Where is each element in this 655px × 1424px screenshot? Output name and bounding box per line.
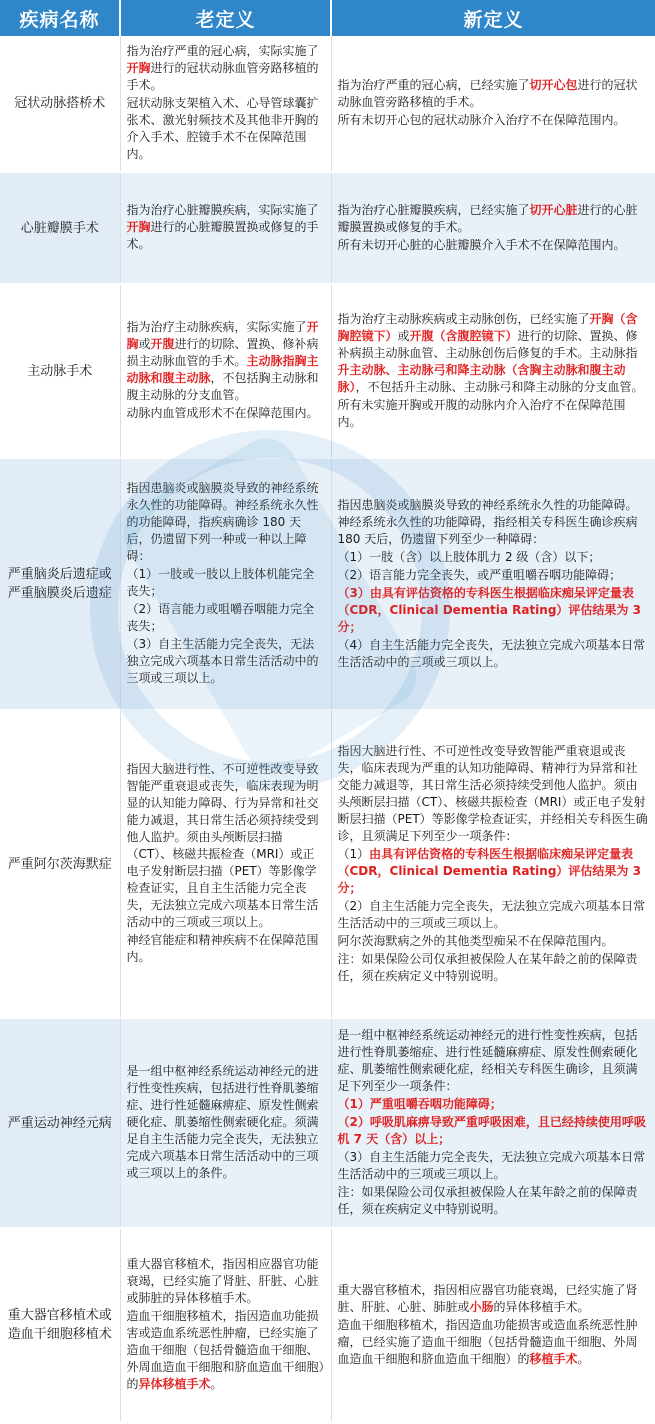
definition-paragraph xyxy=(338,1149,650,1183)
new-definition-cell xyxy=(331,172,655,284)
definition-text: 。 xyxy=(577,1351,590,1366)
definition-paragraph xyxy=(127,480,325,565)
highlighted-text: 切开心包 xyxy=(529,78,578,92)
definition-text: 重大器官移植术，指因相应器官功能衰竭，已经实施了肾脏、肝脏、心脏或肺脏的异体移植手术。 xyxy=(126,1257,319,1305)
definition-text: 造血干细胞移植术，指因造血功能损害或造血系统恶性肿瘤，已经实施了造血干细胞（包括骨髓造血干细胞、外周血造血干细胞和脐血造血干细胞）的 xyxy=(337,1317,638,1366)
definition-paragraph xyxy=(127,405,325,422)
definition-paragraph xyxy=(338,1114,650,1148)
definition-text: 是一组中枢神经系统运动神经元的进行性变性疾病，包括进行性脊肌萎缩症、进行性延髓麻痹症、原发性侧索硬化症、肌萎缩性侧索硬化症。须满足自主生活能力完全丧失，无法独立完成六项基本日常生活活动中的三项或三项以上的条件。 xyxy=(126,1064,319,1180)
header-new-definition: 新定义 xyxy=(331,0,655,36)
definition-paragraph xyxy=(127,601,325,635)
highlighted-text: 移植手术 xyxy=(529,1351,578,1366)
definition-paragraph xyxy=(338,933,650,950)
table-row xyxy=(0,36,655,172)
definition-paragraph xyxy=(127,1256,325,1307)
definition-text: 神经官能症和精神疾病不在保障范围内。 xyxy=(126,933,319,964)
definition-text: 进行的冠状动脉血管旁路移植的手术。 xyxy=(337,78,638,109)
definition-text: 重大器官移植术，指因相应器官功能衰竭，已经实施了肾脏、肝脏、心脏、肺脏或 xyxy=(337,1282,638,1314)
definition-text: 指因大脑进行性、不可逆性改变导致智能严重衰退或丧失，临床表现为严重的认知功能障碍、精神行为异常和社交能力减退等，其日常生活必须持续受到他人监护。须由头颅断层扫描（CT）、核磁共振检查（MRI）或正电子发射断层扫描（PET）等影像学检查证实，并经相关专科医生确诊，且须满足下列至少一项条件： xyxy=(337,743,648,843)
definition-paragraph xyxy=(127,202,325,253)
definition-paragraph xyxy=(338,1282,650,1316)
definition-text: 进行的冠状动脉血管旁路移植的手术。 xyxy=(126,61,319,92)
definition-paragraph xyxy=(338,77,650,111)
definition-paragraph xyxy=(127,761,325,931)
highlighted-text: 主动脉指胸主动脉和腹主动脉 xyxy=(126,354,319,385)
new-definition-cell xyxy=(331,1018,655,1228)
definition-text: （4）自主生活能力完全丧失，无法独立完成六项基本日常生活活动中的三项或三项以上。 xyxy=(337,637,646,669)
highlighted-text: 切开心脏 xyxy=(529,202,578,217)
table-row xyxy=(0,1228,655,1422)
definition-paragraph xyxy=(338,397,650,431)
highlighted-text: 由具有评估资格的专科医生根据临床痴呆评定量表（CDR，Clinical Dementia Rating）评估结果为 3 分； xyxy=(337,846,641,895)
highlighted-text: 开胸 xyxy=(126,320,319,351)
highlighted-text: 开腹（含腹腔镜下） xyxy=(409,328,518,343)
table-header-row xyxy=(0,0,655,36)
definition-text: 进行的心脏瓣膜置换或修复的手术。 xyxy=(126,220,319,251)
disease-name-cell: 重大器官移植术或造血干细胞移植术 xyxy=(0,1228,120,1422)
table-row xyxy=(0,458,655,710)
definition-paragraph xyxy=(338,637,650,671)
definition-text: 注：如果保险公司仅承担被保险人在某年龄之前的保障责任，须在疾病定义中特别说明。 xyxy=(337,951,638,983)
definition-text: 进行的切除、置换、修补病损主动脉血管、主动脉创伤后修复的手术。主动脉指 xyxy=(337,328,638,360)
old-definition-cell xyxy=(120,1228,331,1422)
disease-name-cell: 严重阿尔茨海默症 xyxy=(0,710,120,1018)
definition-paragraph xyxy=(338,1027,650,1095)
disease-name-cell: 心脏瓣膜手术 xyxy=(0,172,120,284)
highlighted-text: （1）严重咀嚼吞咽功能障碍； xyxy=(337,1097,502,1111)
definition-paragraph xyxy=(338,497,650,548)
definition-text: （1）一肢（含）以上肢体肌力 2 级（含）以下； xyxy=(337,549,601,564)
definition-text: 注：如果保险公司仅承担被保险人在某年龄之前的保障责任，须在疾病定义中特别说明。 xyxy=(337,1185,638,1216)
highlighted-text: 开胸（含胸腔镜下） xyxy=(337,311,638,343)
definition-text: （2）语言能力或咀嚼吞咽能力完全丧失； xyxy=(126,602,315,633)
definition-text: 指为治疗心脏瓣膜疾病，已经实施了 xyxy=(337,202,530,217)
definition-text: 指为治疗主动脉疾病，实际实施了 xyxy=(126,320,307,334)
definition-text: （1） xyxy=(337,846,370,861)
old-definition-cell xyxy=(120,172,331,284)
definition-text: 指为治疗主动脉疾病或主动脉创伤，已经实施了 xyxy=(337,311,590,326)
definition-text: 指因患脑炎或脑膜炎导致的神经系统永久性的功能障碍。神经系统永久性的功能障碍，指疾病确诊 180 天后，仍遗留下列一种或一种以上障碍： xyxy=(126,481,319,563)
definition-text: （2）语言能力完全丧失，或严重咀嚼吞咽功能障碍； xyxy=(337,567,622,582)
new-definition-cell xyxy=(331,458,655,710)
definition-paragraph xyxy=(338,567,650,584)
definition-text: 是一组中枢神经系统运动神经元的进行性变性疾病，包括进行性脊肌萎缩症、进行性延髓麻痹症、原发性侧索硬化症、肌萎缩性侧索硬化症，经相关专科医生确诊，且须满足下列至少一项条件： xyxy=(337,1028,638,1093)
definition-paragraph xyxy=(338,1096,650,1113)
disease-name-cell: 主动脉手术 xyxy=(0,284,120,458)
table-row xyxy=(0,1018,655,1228)
highlighted-text: 升主动脉、主动脉弓和降主动脉（含胸主动脉和腹主动脉） xyxy=(337,362,626,394)
disease-name-cell: 严重运动神经元病 xyxy=(0,1018,120,1228)
definition-text: 指因患脑炎或脑膜炎导致的神经系统永久性的功能障碍。神经系统永久性的功能障碍，指经相关专科医生确诊疾病 180 天后，仍遗留下列至少一种障碍： xyxy=(337,497,638,546)
new-definition-cell xyxy=(331,710,655,1018)
definition-text: （3）自主生活能力完全丧失，无法独立完成六项基本日常生活活动中的三项或三项以上。 xyxy=(126,637,319,685)
old-definition-cell xyxy=(120,710,331,1018)
highlighted-text: 开腹 xyxy=(150,337,175,351)
definition-paragraph xyxy=(338,846,650,897)
definition-text: 指为治疗心脏瓣膜疾病，实际实施了 xyxy=(126,203,319,217)
definition-text: 冠状动脉支架植入术、心导管球囊扩张术、激光射频技术及其他非开胸的介入手术、腔镜手术不在保障范围内。 xyxy=(126,96,319,161)
table-row xyxy=(0,284,655,458)
highlighted-text: 开胸 xyxy=(126,220,151,234)
old-definition-cell xyxy=(120,284,331,458)
definition-text: 造血干细胞移植术，指因造血功能损害或造血系统恶性肿瘤，已经实施了造血干细胞（包括骨髓造血干细胞、外周血造血干细胞和脐血造血干细胞）的 xyxy=(126,1309,325,1391)
definition-paragraph xyxy=(127,932,325,966)
table-row xyxy=(0,710,655,1018)
table-row xyxy=(0,172,655,284)
definition-text: 动脉内血管成形术不在保障范围内。 xyxy=(126,406,319,420)
definition-text: 指因大脑进行性、不可逆性改变导致智能严重衰退或丧失，临床表现为明显的认知能力障碍、行为异常和社交能力减退，其日常生活必须持续受到他人监护。须由头颅断层扫描（CT）、核磁共振检查（MRI）或正电子发射断层扫描（PET）等影像学检查证实，且自主生活能力完全丧失，无法独立完成六项基本日常生活活动中的三项或三项以上。 xyxy=(126,762,319,929)
definition-text: 或 xyxy=(397,328,410,343)
definition-paragraph xyxy=(127,43,325,94)
definition-paragraph xyxy=(127,1063,325,1182)
definition-paragraph xyxy=(338,898,650,932)
definition-text: 的异体移植手术。 xyxy=(493,1299,590,1314)
definition-paragraph xyxy=(127,636,325,687)
definition-text: 进行的心脏瓣膜置换或修复的手术。 xyxy=(337,202,638,234)
highlighted-text: 异体移植手术 xyxy=(138,1377,211,1391)
definition-paragraph xyxy=(338,585,650,636)
highlighted-text: （3）由具有评估资格的专科医生根据临床痴呆评定量表（CDR，Clinical Dementia Rating）评估结果为 3 分； xyxy=(337,585,641,634)
definition-text: 。 xyxy=(210,1377,223,1391)
new-definition-cell xyxy=(331,36,655,172)
definition-paragraph xyxy=(338,112,650,129)
definition-text: （2）自主生活能力完全丧失，无法独立完成六项基本日常生活活动中的三项或三项以上。 xyxy=(337,898,646,930)
header-disease-name: 疾病名称 xyxy=(0,0,120,36)
disease-name-cell: 冠状动脉搭桥术 xyxy=(0,36,120,172)
old-definition-cell xyxy=(120,36,331,172)
header-old-definition: 老定义 xyxy=(120,0,331,36)
new-definition-cell xyxy=(331,284,655,458)
definition-paragraph xyxy=(338,951,650,985)
definition-paragraph xyxy=(127,95,325,163)
definition-paragraph xyxy=(338,743,650,845)
definition-paragraph xyxy=(338,1317,650,1368)
highlighted-text: 开胸 xyxy=(126,61,151,75)
highlighted-text: 小肠 xyxy=(469,1299,494,1314)
definition-paragraph xyxy=(338,549,650,566)
definition-text: 进行的切除、置换、修补病损主动脉血管的手术。 xyxy=(126,337,319,368)
definition-paragraph xyxy=(127,319,325,404)
definition-text: 所有未切开心脏的心脏瓣膜介入手术不在保障范围内。 xyxy=(337,237,626,252)
definition-text: 指为治疗严重的冠心病，实际实施了 xyxy=(126,44,319,58)
definition-text: 或 xyxy=(138,337,151,351)
definition-text: （3）自主生活能力完全丧失，无法独立完成六项基本日常生活活动中的三项或三项以上。 xyxy=(337,1150,646,1181)
highlighted-text: （2）呼吸肌麻痹导致严重呼吸困难，且已经持续使用呼吸机 7 天（含）以上； xyxy=(337,1115,646,1146)
definition-paragraph xyxy=(127,566,325,600)
definition-text: （1）一肢或一肢以上肢体机能完全丧失； xyxy=(126,567,315,598)
definition-text: 所有未切开心包的冠状动脉介入治疗不在保障范围内。 xyxy=(337,113,626,127)
definition-paragraph xyxy=(338,202,650,236)
definition-paragraph xyxy=(338,311,650,396)
definition-paragraph xyxy=(127,1308,325,1393)
definition-paragraph xyxy=(338,237,650,254)
definition-text: 阿尔茨海默病之外的其他类型痴呆不在保障范围内。 xyxy=(337,933,614,948)
old-definition-cell xyxy=(120,458,331,710)
definition-paragraph xyxy=(338,1184,650,1218)
definition-text: ，不包括胸主动脉和腹主动脉的分支血管。 xyxy=(126,371,319,402)
definition-text: 指为治疗严重的冠心病，已经实施了 xyxy=(337,78,530,92)
old-definition-cell xyxy=(120,1018,331,1228)
disease-name-cell: 严重脑炎后遗症或严重脑膜炎后遗症 xyxy=(0,458,120,710)
new-definition-cell xyxy=(331,1228,655,1422)
definition-text: ，不包括升主动脉、主动脉弓和降主动脉的分支血管。 xyxy=(355,379,644,394)
definition-text: 所有未实施开胸或开腹的动脉内介入治疗不在保障范围内。 xyxy=(337,397,626,429)
